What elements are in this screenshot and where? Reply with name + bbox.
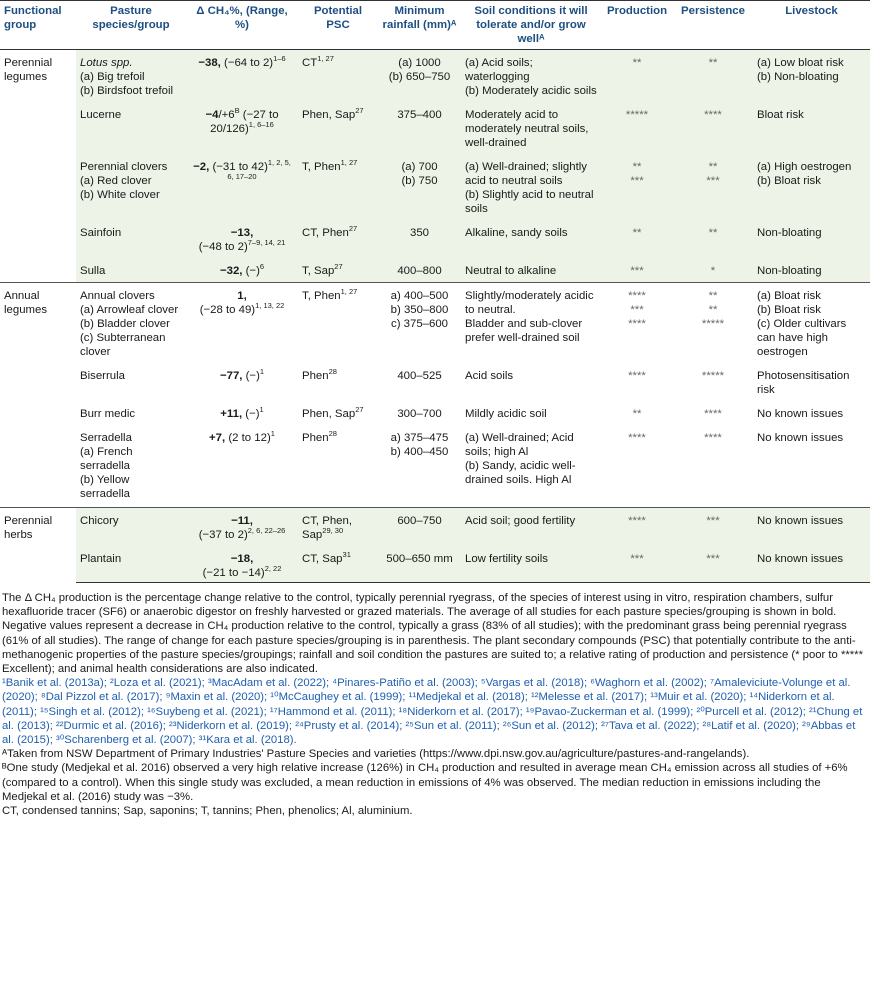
pasture-cell: Perennial clovers (a) Red clover (b) White clover (76, 152, 186, 218)
persistence-cell: ** (673, 50, 753, 101)
psc-cell: CT, Phen, Sap$^{29, 30}$ (298, 508, 378, 545)
rainfall-cell: 300–700 (397, 408, 442, 420)
rainfall-cell: 400–800 (378, 256, 461, 283)
table-row (0, 423, 870, 508)
pasture-cell: Lotus spp. (a) Big trefoil (b) Birdsfoot trefoil (76, 50, 186, 101)
footnote-abbreviations: CT, condensed tannins; Sap, saponins; T, tannins; Phen, phenolics; Al, aluminium. (2, 805, 413, 818)
pasture-cell: Plantain (76, 544, 186, 583)
rainfall-cell: 500–650 mm (378, 544, 461, 583)
psc-cell: T, Phen$^{1, 27}$ (298, 152, 378, 218)
livestock-cell: (a) Low bloat risk (b) Non-bloating (753, 50, 870, 101)
table-footnotes (0, 583, 870, 818)
pasture-cell: Chicory (76, 508, 186, 545)
delta-cell: −2, (−31 to 42)$^{1, 2, 5, 6, 17-20}$ (186, 152, 298, 218)
livestock-cell: No known issues (753, 508, 870, 545)
pasture-cell: Sulla (76, 256, 186, 283)
delta-cell: −13, (−48 to 2)$^{7-9, 14, 21}$ (186, 218, 298, 256)
production-cell: **** (601, 508, 673, 545)
table-row (0, 50, 870, 101)
persistence-cell: **** (704, 408, 722, 420)
delta-cell: 1, (−28 to 49)$^{1, 13, 22}$ (186, 283, 298, 362)
table-row (0, 100, 870, 152)
header-pasture: Pasture species/group (76, 1, 186, 50)
delta-cell: −32, $(-)^6$ (186, 256, 298, 283)
livestock-cell: Non-bloating (753, 256, 870, 283)
rainfall-cell: 350 (378, 218, 461, 256)
header-rainfall: Minimum rainfall (mm)ᴬ (378, 1, 461, 50)
group-annual-legumes: Annual legumes (0, 283, 76, 508)
group-perennial-legumes: Perennial legumes (0, 50, 76, 283)
production-cell: **** (628, 370, 646, 382)
rainfall-cell: 375–400 (378, 100, 461, 152)
header-delta: Δ CH₄%, (Range, %) (186, 1, 298, 50)
footnote-description: The Δ CH₄ production is the percentage change relative to the control, typically perennial ryegrass, of the species of interest using in vitro, respiration chambers, sulfur hexafluoride tracer (SF6) or anaerobic digestor on freshly harvested or grazed materials. The average of all studies for each pasture species/grouping is shown in bold. Negative values represent a decrease in CH₄ production relative to the control, typically a grass (83% of all studies); with the predominant grass being perennial ryegrass (61% of all studies). The range of change for each pasture species/grouping is in parenthesis. The plant secondary compounds (PSC) that potentially contribute to the anti-methanogenic properties of the pasture species/groupings; rainfall and soil condition the pastures are suited to; a relative rating of production and persistence (* poor to ***** Excellent); and animal health considerations are also indicated. (2, 592, 863, 676)
persistence-cell: ** (673, 218, 753, 256)
livestock-cell: No known issues (757, 408, 844, 420)
group-perennial-herbs: Perennial herbs (0, 508, 76, 583)
persistence-cell: ** *** (673, 152, 753, 218)
psc-cell: Phen, Sap$^{27}$ (298, 100, 378, 152)
soil-cell: Neutral to alkaline (461, 256, 601, 283)
delta-cell: −77, $(-)^1$ (219, 367, 265, 382)
production-cell: **** (628, 432, 646, 444)
persistence-cell: **** (704, 432, 722, 444)
livestock-cell: (a) High oestrogen (b) Bloat risk (753, 152, 870, 218)
production-cell: *** (601, 256, 673, 283)
psc-cell: T, Phen$^{1, 27}$ (298, 283, 378, 362)
production-cell: ** (601, 218, 673, 256)
production-cell: ** (601, 50, 673, 101)
psc-cell: CT$^{1, 27}$ (298, 50, 378, 101)
table-row (0, 544, 870, 583)
table-row (0, 361, 870, 399)
psc-cell: Phen$^{28}$ (302, 367, 337, 382)
soil-cell: Acid soil; good fertility (461, 508, 601, 545)
header-soil: Soil conditions it will tolerate and/or grow wellᴬ (461, 1, 601, 50)
production-cell: ** (632, 408, 642, 420)
soil-cell: Alkaline, sandy soils (461, 218, 601, 256)
pasture-cell: Biserrula (80, 370, 125, 382)
production-cell: **** *** **** (601, 283, 673, 362)
table-row (0, 218, 870, 256)
rainfall-cell: a) 400–500 b) 350–800 c) 375–600 (378, 283, 461, 362)
pasture-cell: Lucerne (76, 100, 186, 152)
persistence-cell: ***** (701, 370, 725, 382)
table-row (0, 256, 870, 283)
header-row (0, 1, 870, 50)
rainfall-cell: (a) 1000 (b) 650–750 (378, 50, 461, 101)
rainfall-cell: (a) 700 (b) 750 (378, 152, 461, 218)
persistence-cell: **** (673, 100, 753, 152)
header-functional-group: Functional group (0, 1, 76, 50)
livestock-cell: (a) Bloat risk (b) Bloat risk (c) Older cultivars can have high oestrogen (753, 283, 870, 362)
persistence-cell: *** (673, 544, 753, 583)
header-production: Production (601, 1, 673, 50)
footnote-b: ᴮOne study (Medjekal et al. 2016) observed a very high relative increase (126%) in CH₄ production and resulted in average mean CH₄ emission across all studies of +6% (compared to a control). When this single study was excluded, a mean reduction in emissions of 4% was observed. The median reduction in emissions including the Medjekal et al. (2016) study was −3%. (2, 762, 848, 803)
table-row (0, 508, 870, 545)
psc-cell: Phen$^{28}$ (302, 429, 337, 444)
production-cell: *** (601, 544, 673, 583)
persistence-cell: * (673, 256, 753, 283)
delta-cell: −18, (−21 to −14)$^{2, 22}$ (186, 544, 298, 583)
persistence-cell: ** ** ***** (673, 283, 753, 362)
soil-cell: (a) Well-drained; Acid soils; high Al (b) Sandy, acidic well-drained soils. High Al (465, 432, 576, 486)
psc-cell: CT, Phen$^{27}$ (298, 218, 378, 256)
livestock-cell: No known issues (757, 432, 844, 444)
pasture-cell: Burr medic (80, 408, 136, 420)
livestock-cell: No known issues (753, 544, 870, 583)
soil-cell: Slightly/moderately acidic to neutral. Bladder and sub-clover prefer well-drained soil (461, 283, 601, 362)
table-row (0, 283, 870, 362)
livestock-cell: Photosensitisation risk (757, 370, 850, 396)
soil-cell: Low fertility soils (461, 544, 601, 583)
header-livestock: Livestock (753, 1, 870, 50)
soil-cell: Mildly acidic soil (465, 408, 547, 420)
psc-cell: T, Sap$^{27}$ (298, 256, 378, 283)
livestock-cell: Bloat risk (753, 100, 870, 152)
header-persistence: Persistence (673, 1, 753, 50)
soil-cell: Acid soils (465, 370, 514, 382)
delta-cell: −11, (−37 to 2)$^{2, 6, 22-26}$ (186, 508, 298, 545)
delta-cell: +11, $(-)^1$ (220, 405, 264, 420)
delta-cell: $-4/+6^B$ (−27 to 20/126)$^{1, 6-16}$ (186, 100, 298, 152)
header-psc: Potential PSC (298, 1, 378, 50)
delta-cell: +7, (2 to 12)$^1$ (209, 429, 275, 444)
psc-cell: CT, Sap$^{31}$ (298, 544, 378, 583)
table-row (0, 152, 870, 218)
livestock-cell: Non-bloating (753, 218, 870, 256)
soil-cell: Moderately acid to moderately neutral soils, well-drained (461, 100, 601, 152)
soil-cell: (a) Well-drained; slightly acid to neutral soils (b) Slightly acid to neutral soils (461, 152, 601, 218)
pasture-cell: Sainfoin (76, 218, 186, 256)
persistence-cell: *** (673, 508, 753, 545)
rainfall-cell: 600–750 (378, 508, 461, 545)
production-cell: ***** (601, 100, 673, 152)
pasture-cell: Serradella (a) French serradella (b) Yellow serradella (80, 432, 133, 500)
psc-cell: Phen, Sap$^{27}$ (302, 405, 364, 420)
rainfall-cell: a) 375–475 b) 400–450 (390, 432, 449, 458)
rainfall-cell: 400–525 (397, 370, 442, 382)
soil-cell: (a) Acid soils; waterlogging (b) Moderately acidic soils (461, 50, 601, 101)
table-row (0, 399, 870, 423)
footnote-a: ᴬTaken from NSW Department of Primary Industries' Pasture Species and varieties (https://www.dpi.nsw.gov.au/agriculture/pastures-and-rangelands). (2, 748, 750, 761)
pasture-cell: Annual clovers (a) Arrowleaf clover (b) Bladder clover (c) Subterranean clover (76, 283, 186, 362)
footnote-references: ¹Banik et al. (2013a); ²Loza et al. (2021); ³MacAdam et al. (2022); ⁴Pinares-Patiño et al. (2003); ⁵Vargas et al. (2018); ⁶Waghorn et al. (2002); ⁷Amaleviciute-Volunge et al. (2020); ⁸Dal Pizzol et al. (2017); ⁹Maxin et al. (2020); ¹⁰McCaughey et al. (1999); ¹¹Medjekal et al. (2018); ¹²Melesse et al. (2017); ¹³Muir et al. (2020); ¹⁴Niderkorn et al. (2011); ¹⁵Singh et al. (2012); ¹⁶Suybeng et al. (2021); ¹⁷Hammond et al. (2011); ¹⁸Niderkorn et al. (2017); ¹⁹Pavao-Zuckerman et al. (1999); ²⁰Purcell et al. (2012); ²¹Chung et al. (2013); ²²Durmic et al. (2016); ²³Niderkorn et al. (2019); ²⁴Prusty et al. (2014); ²⁵Sun et al. (2011); ²⁶Sun et al. (2012); ²⁷Tava et al. (2022); ²⁸Latif et al. (2020); ²⁹Abbas et al. (2015); ³⁰Scharenberg et al. (2007); ³¹Kara et al. (2018). (2, 677, 863, 747)
production-cell: ** *** (601, 152, 673, 218)
delta-cell: −38, (−64 to 2)$^{1-6}$ (186, 50, 298, 101)
